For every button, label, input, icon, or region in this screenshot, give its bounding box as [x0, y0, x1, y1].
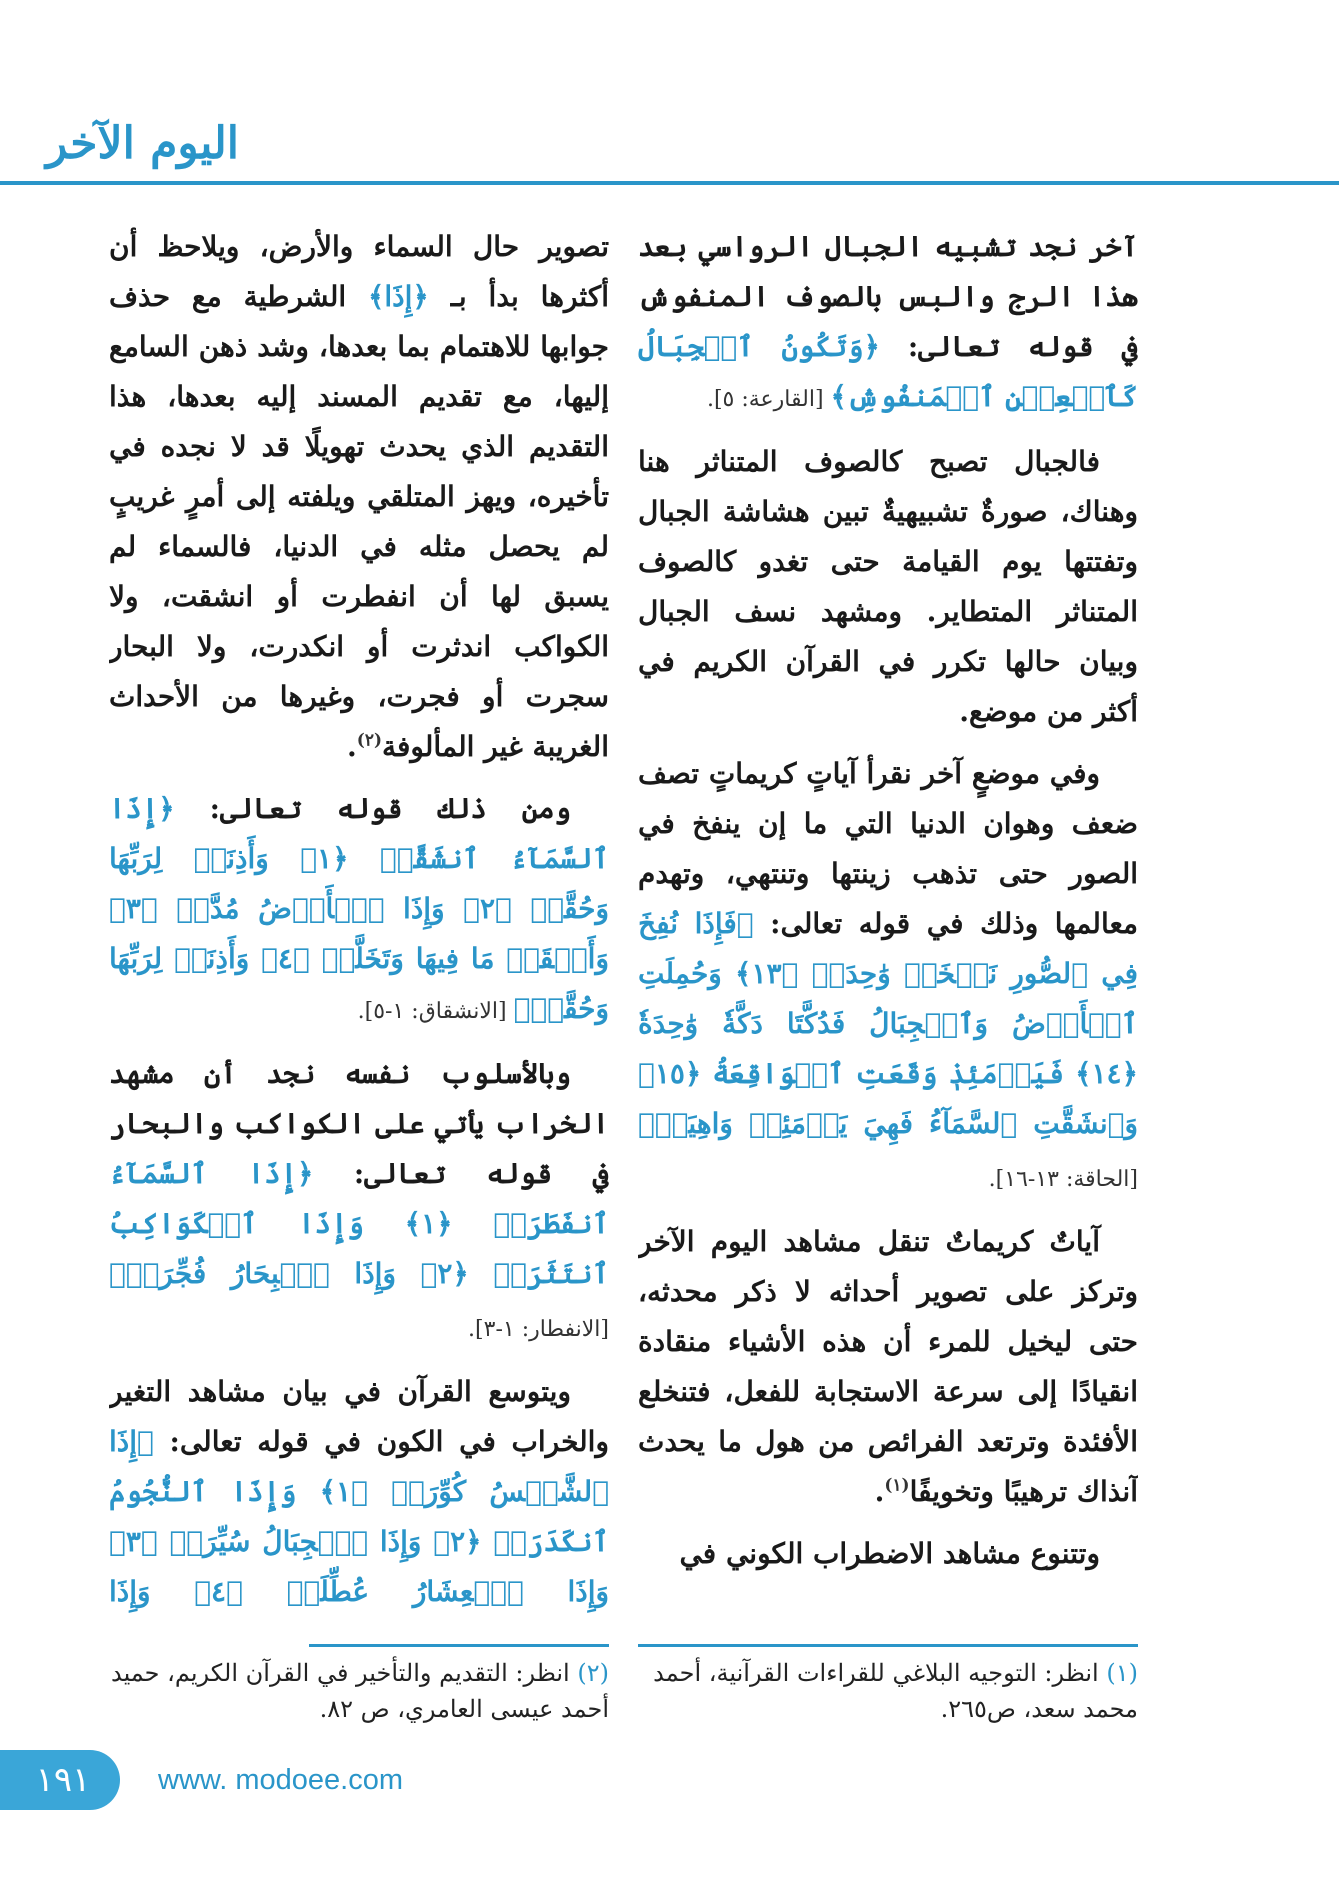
footnote-marker[interactable]: (٢): [356, 730, 383, 751]
paragraph-text: آياتٌ كريماتٌ تنقل مشاهد اليوم الآخر وتركز على تصوير أحداثه لا ذكر محدثه، حتى ليخيل للمرء أن هذه الأشياء منقادة انقيادًا إلى سرعة الاستجابة للفعل، فتنخلع الأفئدة وترتعد الفرائص من هول ما يحدث آنذاك ترهيبًا وتخويفًا: [638, 1225, 1138, 1508]
paragraph-text: وبالأسلوب نفسه نجد أن مشهد الخراب يأتي على الكواكب والبحار في قوله تعالى:: [109, 1057, 609, 1190]
left-column: [109, 222, 609, 1622]
footnote-number: (١): [1106, 1659, 1138, 1687]
paragraph-l2: [109, 784, 609, 1037]
footnote-right: [638, 1655, 1138, 1727]
verse-reference: [الانفطار: ١-٣].: [468, 1317, 609, 1342]
page-header-title: اليوم الآخر: [46, 118, 239, 169]
paragraph-text: تصوير حال السماء والأرض، ويلاحظ أن أكثرها بدأ بـ: [109, 230, 609, 313]
paragraph-r1: [638, 222, 1138, 425]
paragraph-end: .: [874, 1475, 885, 1508]
verse-reference: [الحاقة: ١٣-١٦].: [988, 1167, 1138, 1192]
quran-verse: ﴿وَتَكُونُ ٱلۡجِبَالُ كَٱلۡعِهۡنِ ٱلۡمَنفُوشِ﴾: [638, 330, 1138, 413]
paragraph-text: الشرطية مع حذف جوابها للاهتمام بما بعدها، وشد ذهن السامع إليها، مع تقديم المسند إليه بعدها، هذا التقديم الذي يحدث تهويلًا قد لا نجده في تأخيره، ويهز المتلقي ويلفته إلى أمرٍ غريبٍ لم يحصل مثله في الدنيا، فالسماء لم يسبق لها أن انفطرت أو انشقت، ولا الكواكب اندثرت أو انكدرت، ولا البحار سجرت أو فجرت، وغيرها من الأحداث الغريبة غير المألوفة: [109, 280, 609, 763]
footnote-rule-right: [638, 1644, 1138, 1647]
footnote-text: انظر: التقديم والتأخير في القرآن الكريم، حميد أحمد عيسى العامري، ص ٨٢.: [110, 1659, 609, 1723]
quran-verse: ﴿إِذَا﴾: [368, 280, 429, 313]
quran-verse: ﴿إِذَا ٱلشَّمۡسُ كُوِّرَتۡ ﴿١﴾ وَإِذَا ٱلنُّجُومُ ٱنكَدَرَتۡ ﴿٢﴾ وَإِذَا ٱلۡجِبَالُ سُيِّرَتۡ ﴿٣﴾ وَإِذَا ٱلۡعِشَارُ عُطِّلَتۡ ﴿٤﴾ وَإِذَا: [109, 1425, 609, 1608]
paragraph-r3: [638, 749, 1138, 1205]
page-number: ١٩١: [35, 1760, 91, 1800]
paragraph-text: ومن ذلك قوله تعالى:: [174, 792, 571, 825]
paragraph-r5: وتتنوع مشاهد الاضطراب الكوني في: [679, 1537, 1100, 1570]
footnote-text: انظر: التوجيه البلاغي للقراءات القرآنية، أحمد محمد سعد، ص٢٦٥.: [653, 1659, 1138, 1723]
paragraph-r2: فالجبال تصبح كالصوف المتناثر هنا وهناك، صورةٌ تشبيهيةٌ تبين هشاشة الجبال وتفتتها يوم القيامة حتى تغدو كالصوف المتناثر المتطاير. ومشهد نسف الجبال وبيان حالها تكرر في القرآن الكريم في أكثر من موضع.: [638, 445, 1138, 728]
paragraph-l1: [109, 222, 609, 772]
quran-verse: ﴿إِذَا ٱلسَّمَآءُ ٱنشَقَّتۡ ﴿١﴾ وَأَذِنَتۡ لِرَبِّهَا وَحُقَّتۡ ﴿٢﴾ وَإِذَا ٱلۡأَرۡضُ مُدَّتۡ ﴿٣﴾ وَأَلۡقَتۡ مَا فِيهَا وَتَخَلَّتۡ ﴿٤﴾ وَأَذِنَتۡ لِرَبِّهَا وَحُقَّتۡ﴾: [109, 792, 609, 1025]
paragraph-text: آخر نجد تشبيه الجبال الرواسي بعد هذا الرج والبس بالصوف المنفوش في قوله تعالى:: [638, 230, 1138, 363]
paragraph-l3: [109, 1049, 609, 1355]
verse-reference: [القارعة: ٥].: [706, 387, 831, 412]
paragraph-end: .: [347, 730, 357, 763]
paragraph-l4: [109, 1367, 609, 1622]
website-link[interactable]: www. modoee.com: [158, 1764, 403, 1796]
paragraph-r4: [638, 1217, 1138, 1517]
footnote-marker[interactable]: (١): [884, 1475, 910, 1496]
header-rule: [0, 181, 1339, 185]
paragraph-text: ويتوسع القرآن في بيان مشاهد التغير والخراب في الكون في قوله تعالى:: [109, 1375, 609, 1458]
footnote-rule-left: [309, 1644, 609, 1647]
footnote-number: (٢): [577, 1659, 609, 1687]
quran-verse: ﴿إِذَا ٱلسَّمَآءُ ٱنفَطَرَتۡ ﴿١﴾ وَإِذَا ٱلۡكَوَاكِبُ ٱنتَثَرَتۡ ﴿٢﴾ وَإِذَا ٱلۡبِحَارُ فُجِّرَتۡ﴾: [109, 1157, 609, 1290]
paragraph-text: وفي موضعٍ آخر نقرأ آياتٍ كريماتٍ تصف ضعف وهوان الدنيا التي ما إن ينفخ في الصور حتى تذهب زينتها وتنتهي، وتهدم معالمها وذلك في قوله تعالى:: [638, 757, 1138, 940]
footnote-left: [109, 1655, 609, 1727]
quran-verse: ﴿فَإِذَا نُفِخَ فِي ٱلصُّورِ نَفۡخَةٞ وَٰحِدَةٞ ﴿١٣﴾ وَحُمِلَتِ ٱلۡأَرۡضُ وَٱلۡجِبَالُ فَدُكَّتَا دَكَّةٗ وَٰحِدَةٗ ﴿١٤﴾ فَيَوۡمَئِذٖ وَقَعَتِ ٱلۡوَاقِعَةُ ﴿١٥﴾ وَٱنشَقَّتِ ٱلسَّمَآءُ فَهِيَ يَوۡمَئِذٖ وَاهِيَةٞ﴾: [638, 907, 1138, 1140]
right-column: [638, 222, 1138, 1622]
verse-reference: [الانشقاق: ١-٥].: [357, 999, 514, 1024]
